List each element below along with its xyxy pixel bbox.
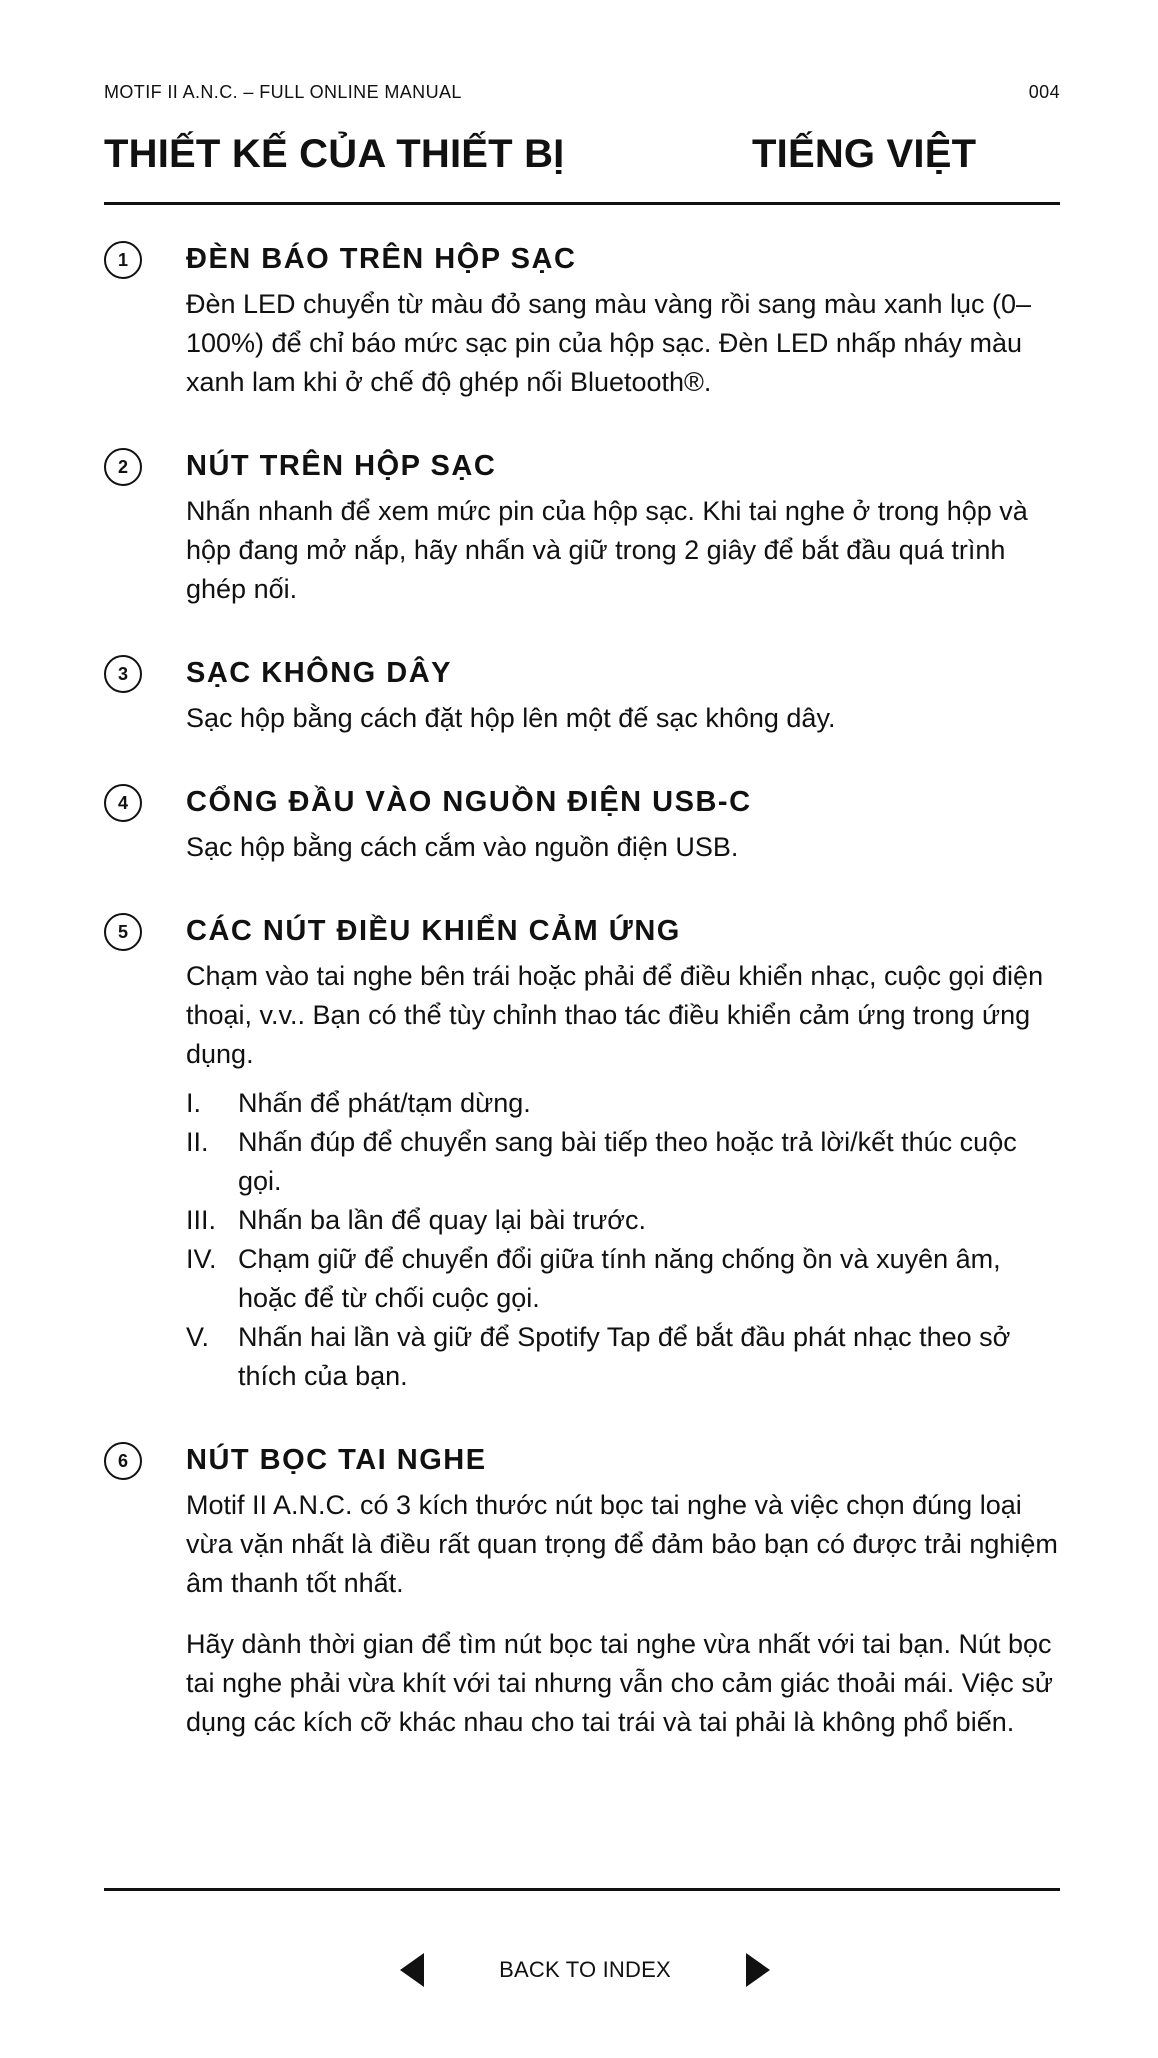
list-item-text: Nhấn ba lần để quay lại bài trước. <box>238 1205 647 1235</box>
list-item <box>186 1201 1060 1240</box>
section-heading: SẠC KHÔNG DÂY <box>186 657 453 689</box>
title-row <box>104 132 1060 205</box>
section-5 <box>104 909 1060 1396</box>
list-item-text: Nhấn để phát/tạm dừng. <box>238 1088 531 1118</box>
document-label: MOTIF II A.N.C. – FULL ONLINE MANUAL <box>104 82 462 102</box>
manual-page <box>104 82 1060 1742</box>
footer-divider <box>104 1888 1060 1891</box>
page-title: THIẾT KẾ CỦA THIẾT BỊ <box>104 132 565 176</box>
triangle-right-icon[interactable] <box>746 1953 770 1987</box>
section-number-badge: 5 <box>104 913 142 951</box>
section-heading: NÚT BỌC TAI NGHE <box>186 1444 487 1476</box>
page-navigation <box>400 1950 770 1990</box>
list-item <box>186 1084 1060 1123</box>
section-1 <box>104 237 1060 402</box>
list-item <box>186 1318 1060 1396</box>
back-to-index-link[interactable]: BACK TO INDEX <box>499 1957 671 1982</box>
list-item-text: Chạm giữ để chuyển đổi giữa tính năng chống ồn và xuyên âm, hoặc để từ chối cuộc gọi. <box>238 1244 1001 1313</box>
section-heading: CỔNG ĐẦU VÀO NGUỒN ĐIỆN USB-C <box>186 786 752 818</box>
section-2 <box>104 444 1060 609</box>
section-paragraph: Đèn LED chuyển từ màu đỏ sang màu vàng rồi sang màu xanh lục (0–100%) để chỉ báo mức sạc pin của hộp sạc. Đèn LED nhấp nháy màu xanh lam khi ở chế độ ghép nối Bluetooth®. <box>186 289 1032 397</box>
section-3 <box>104 651 1060 738</box>
list-item <box>186 1240 1060 1318</box>
language-label: TIẾNG VIỆT <box>752 132 977 176</box>
list-marker: II. <box>186 1127 209 1157</box>
section-6 <box>104 1438 1060 1742</box>
triangle-left-icon[interactable] <box>400 1953 424 1987</box>
section-paragraph: Chạm vào tai nghe bên trái hoặc phải để điều khiển nhạc, cuộc gọi điện thoại, v.v.. Bạn có thể tùy chỉnh thao tác điều khiển cảm ứng trong ứng dụng. <box>186 961 1044 1069</box>
section-paragraph: Nhấn nhanh để xem mức pin của hộp sạc. Khi tai nghe ở trong hộp và hộp đang mở nắp, hãy nhấn và giữ trong 2 giây để bắt đầu quá trình ghép nối. <box>186 496 1028 604</box>
section-number-badge: 6 <box>104 1442 142 1480</box>
section-paragraph: Sạc hộp bằng cách đặt hộp lên một đế sạc không dây. <box>186 703 836 733</box>
list-marker: V. <box>186 1322 210 1352</box>
section-number-badge: 2 <box>104 448 142 486</box>
section-paragraph: Hãy dành thời gian để tìm nút bọc tai nghe vừa nhất với tai bạn. Nút bọc tai nghe phải vừa khít với tai nhưng vẫn cho cảm giác thoải mái. Việc sử dụng các kích cỡ khác nhau cho tai trái và tai phải là không phổ biến. <box>186 1629 1053 1737</box>
section-number-badge: 1 <box>104 241 142 279</box>
list-marker: I. <box>186 1088 202 1118</box>
touch-controls-list <box>186 1084 1060 1396</box>
list-item <box>186 1123 1060 1201</box>
list-marker: IV. <box>186 1244 217 1274</box>
section-number-badge: 4 <box>104 784 142 822</box>
section-paragraph: Sạc hộp bằng cách cắm vào nguồn điện USB. <box>186 832 739 862</box>
list-item-text: Nhấn hai lần và giữ để Spotify Tap để bắt đầu phát nhạc theo sở thích của bạn. <box>238 1322 1011 1391</box>
section-heading: ĐÈN BÁO TRÊN HỘP SẠC <box>186 243 577 275</box>
list-item-text: Nhấn đúp để chuyển sang bài tiếp theo hoặc trả lời/kết thúc cuộc gọi. <box>238 1127 1017 1196</box>
section-number-badge: 3 <box>104 655 142 693</box>
section-4 <box>104 780 1060 867</box>
section-heading: NÚT TRÊN HỘP SẠC <box>186 450 497 482</box>
running-header <box>104 82 1060 110</box>
section-paragraph: Motif II A.N.C. có 3 kích thước nút bọc tai nghe và việc chọn đúng loại vừa vặn nhất là điều rất quan trọng để đảm bảo bạn có được trải nghiệm âm thanh tốt nhất. <box>186 1490 1058 1598</box>
section-heading: CÁC NÚT ĐIỀU KHIỂN CẢM ỨNG <box>186 915 681 947</box>
list-marker: III. <box>186 1205 217 1235</box>
page-number: 004 <box>1028 82 1060 102</box>
